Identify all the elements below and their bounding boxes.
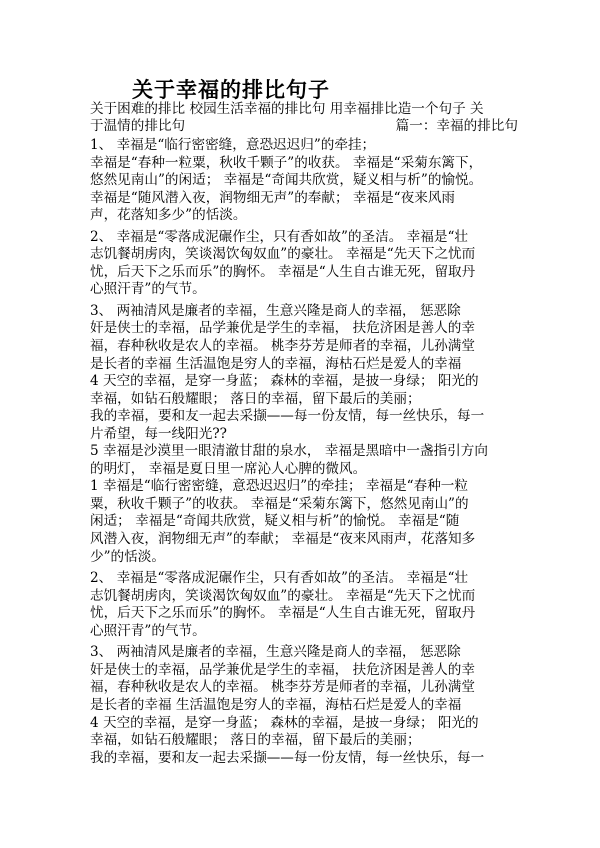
body-line: 是长者的幸福 生活温饱是穷人的幸福，海枯石烂是爱人的幸福 [90,355,462,372]
body-line: 3、 两袖清风是廉者的幸福，生意兴隆是商人的幸福， 惩恶除 [90,302,461,319]
body-line: 片希望，每一线阳光?? [90,425,227,442]
body-line: 志饥餐胡虏肉，笑谈渴饮匈奴血”的豪壮。 幸福是“先天下之忧而 [90,587,476,604]
body-line: 幸福是“随风潜入夜，润物细无声”的奉献； 幸福是“夜来风雨 [90,189,456,206]
body-line: 闲适； 幸福是“奇闻共欣赏，疑义相与析”的愉悦。 幸福是“随 [90,513,460,530]
body-line: 1 幸福是“临行密密缝，意恐迟迟归”的牵挂； 幸福是“春种一粒 [90,478,468,495]
subtitle-line-2: 于温情的排比句 [90,118,186,134]
body-line: 我的幸福，要和友一起去采撷——每一份友情，每一丝快乐，每一 [90,749,485,766]
body-line: 2、 幸福是“零落成泥碾作尘，只有香如故”的圣洁。 幸福是“壮 [90,228,468,245]
body-line: 的明灯， 幸福是夏日里一席沁人心脾的微风。 [90,460,367,477]
body-line: 忧，后天下之乐而乐”的胸怀。 幸福是“人生自古谁无死，留取丹 [90,263,476,280]
body-line: 4 天空的幸福，是穿一身蓝； 森林的幸福，是披一身绿； 阳光的 [90,714,479,731]
body-line: 粟，秋收千颗子”的收获。 幸福是“采菊东篱下，悠然见南山”的 [90,495,469,512]
body-line: 心照汗青”的气节。 [90,281,206,298]
body-line: 志饥餐胡虏肉，笑谈渴饮匈奴血”的豪壮。 幸福是“先天下之忧而 [90,246,476,263]
document-subtitle [90,101,522,135]
body-line: 幸福，如钻石般耀眼； 落日的幸福，留下最后的美丽； [90,732,421,749]
document-body [90,137,520,767]
body-line: 是长者的幸福 生活温饱是穷人的幸福，海枯石烂是爱人的幸福 [90,696,462,713]
body-line: 悠然见南山”的闲适； 幸福是“奇闻共欣赏，疑义相与析”的愉悦。 [90,172,483,189]
body-line: 福，春种秋收是农人的幸福。 桃李芬芳是师者的幸福，儿孙满堂 [90,338,475,355]
body-line: 幸福，如钻石般耀眼； 落日的幸福，留下最后的美丽； [90,390,421,407]
body-line: 忧，后天下之乐而乐”的胸怀。 幸福是“人生自古谁无死，留取丹 [90,605,476,622]
body-line: 声，花落知多少”的恬淡。 [90,207,247,224]
body-line: 3、 两袖清风是廉者的幸福，生意兴隆是商人的幸福， 惩恶除 [90,644,461,661]
body-line: 少”的恬淡。 [90,548,165,565]
body-line: 福，春种秋收是农人的幸福。 桃李芬芳是师者的幸福，儿孙满堂 [90,679,475,696]
body-line: 心照汗青”的气节。 [90,622,206,639]
section-heading: 篇一：幸福的排比句 [395,118,518,134]
body-line: 1、 幸福是“临行密密缝，意恐迟迟归”的牵挂； [90,137,376,153]
subtitle-line-1: 关于困难的排比 校园生活幸福的排比句 用幸福排比造一个句子 关 [90,101,484,117]
body-line: 我的幸福，要和友一起去采撷——每一份友情，每一丝快乐，每一 [90,408,485,425]
body-line: 2、 幸福是“零落成泥碾作尘，只有香如故”的圣洁。 幸福是“壮 [90,570,468,587]
body-line: 风潜入夜，润物细无声”的奉献； 幸福是“夜来风雨声，花落知多 [90,531,476,548]
body-line: 5 幸福是沙漠里一眼清澈甘甜的泉水， 幸福是黑暗中一盏指引方向 [90,443,488,460]
document-title: 关于幸福的排比句子 [132,77,330,102]
body-line: 4 天空的幸福，是穿一身蓝； 森林的幸福，是披一身绿； 阳光的 [90,373,479,390]
body-line: 奸是侠士的幸福，品学兼优是学生的幸福， 扶危济困是善人的幸 [90,661,475,678]
body-line: 幸福是“春种一粒粟，秋收千颗子”的收获。 幸福是“采菊东篱下， [90,154,483,171]
body-line: 奸是侠士的幸福，品学兼优是学生的幸福， 扶危济困是善人的幸 [90,320,475,337]
